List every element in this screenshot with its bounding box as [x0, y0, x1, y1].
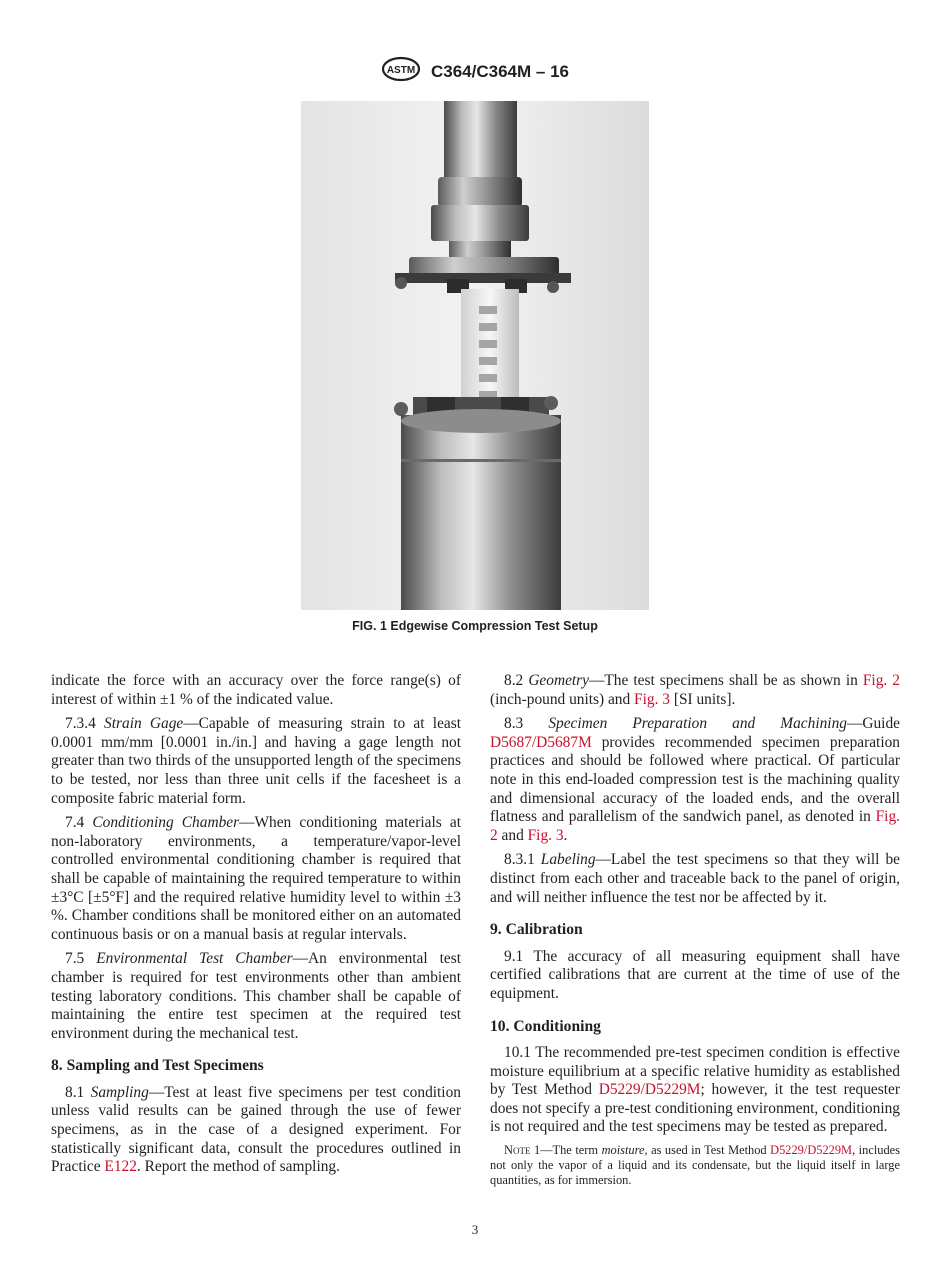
paragraph-7-3-4 — [51, 715, 461, 808]
heading-calibration: 9. Calibration — [490, 921, 583, 939]
astm-logo-icon — [381, 56, 421, 87]
paragraph-8-3 — [490, 715, 900, 845]
link-e122[interactable]: E122 — [104, 1158, 137, 1176]
section-number: 8.3 — [504, 715, 524, 733]
paragraph-8-3-1 — [490, 851, 900, 907]
section-text-tail: . Report the method of sampling. — [136, 1158, 340, 1176]
section-text: (inch-pound units) and — [490, 690, 635, 708]
section-text: —Test at least five specimens per test condition unless valid results can be gained through the use of fewer specimens, as in the case of a designed experiment. For statistically significant data, consult the procedures outlined in Practice — [51, 1083, 461, 1176]
upper-column — [444, 101, 517, 181]
section-text: —Guide — [846, 715, 900, 733]
section-title: Conditioning Chamber — [92, 814, 240, 832]
section-title: Environmental Test Chamber — [96, 950, 293, 968]
note-term: moisture — [601, 1143, 645, 1158]
section-text: —When conditioning materials at non-laboratory environments, a temperature/vapor-level controlled environmental conditioning chamber is required that shall be capable of maintaining the required temperature to within ±3°C [±5°F] and the required relative humidity level to within ±3 %. Chamber conditions shall be monitored either on an automated continuous basis or on a manual basis at regular intervals. — [51, 814, 462, 943]
section-title: Strain Gage — [104, 715, 184, 733]
left-column — [51, 672, 461, 1183]
link-d5229[interactable]: D5229/D5229M — [598, 1081, 701, 1099]
standard-designation: C364/C364M – 16 — [431, 61, 569, 81]
note-text: , includes not only the vapor of a liquid and its condensate, but the liquid itself in large quantities, as for immersion. — [490, 1143, 900, 1188]
logo-text: ASTM — [386, 65, 416, 76]
section-text: —Capable of measuring strain to at least 0.0001 mm/mm [0.0001 in./in.] and having a gage length not greater than two thirds of the unsupported length of the specimens to be tested, nor less than three unit cells if the facesheet is a composite fabric material form. — [51, 715, 461, 807]
paragraph-9-1: 9.1 The accuracy of all measuring equipment shall have certified calibrations that are current at the time of use of the equipment. — [490, 947, 900, 1002]
section-text: —Label the test specimens so that they will be distinct from each other and traceable back to the panel of origin, and will neither influence the test nor be affected by it. — [490, 851, 900, 906]
section-number: 8.1 — [65, 1083, 85, 1101]
section-title: Labeling — [540, 851, 596, 869]
note-text: —The term — [540, 1143, 602, 1158]
section-text: —An environmental test chamber is required for test environments other than ambient testing laboratory conditions. This chamber shall be capable of maintaining the entire test specimen at the required test environment during the mechanical test. — [51, 950, 461, 1042]
link-fig-3[interactable]: Fig. 3 — [527, 826, 564, 844]
link-fig-3[interactable]: Fig. 3 — [634, 690, 670, 708]
section-title: Specimen Preparation and Machining — [548, 715, 847, 733]
section-text: —The test specimens shall be as shown in — [589, 672, 863, 689]
link-fig-2[interactable]: Fig. 2 — [490, 808, 900, 844]
section-title: Geometry — [528, 672, 589, 689]
figure-caption: FIG. 1 Edgewise Compression Test Setup — [352, 619, 598, 633]
section-text: 10.1 The recommended pre-test specimen condition is effective moisture equilibrium at a specific relative humidity as established by Test Method — [490, 1044, 900, 1099]
paragraph-10-1 — [490, 1044, 900, 1137]
section-text: . — [563, 826, 568, 844]
section-number: 7.4 — [65, 814, 85, 832]
link-d5687[interactable]: D5687/D5687M — [490, 733, 592, 751]
paragraph-7-4 — [51, 814, 461, 944]
paragraph-8-1 — [51, 1084, 461, 1177]
section-number: 8.3.1 — [504, 851, 535, 869]
heading-sampling: 8. Sampling and Test Specimens — [51, 1057, 264, 1075]
section-number: 7.5 — [65, 950, 85, 968]
section-text: provides recommended specimen preparation practices and should be followed where practical. Of particular note in this end-loaded compression test is the machining quality and dimensional accuracy of the loaded ends, and the overall flatness and parallelism of the sandwich panel, as denoted in — [490, 733, 900, 826]
paragraph-8-2 — [490, 672, 900, 709]
right-column — [490, 672, 900, 1188]
note-1 — [490, 1143, 900, 1188]
page-number: 3 — [471, 1222, 479, 1237]
section-number: 8.2 — [504, 672, 524, 689]
paragraph-7-5 — [51, 950, 461, 1043]
heading-conditioning: 10. Conditioning — [490, 1017, 601, 1035]
section-title: Sampling — [90, 1083, 149, 1101]
section-text: ; however, it the test requester does not specify a pre-test conditioning environment, conditioning is not required and the test specimens may be tested as prepared. — [490, 1081, 900, 1136]
link-d5229-note[interactable]: D5229/D5229M — [770, 1143, 853, 1158]
lower-fixture-base — [401, 415, 561, 610]
link-fig-2[interactable]: Fig. 2 — [862, 672, 900, 689]
note-label: Note 1 — [504, 1143, 541, 1158]
figure-photo — [301, 101, 649, 610]
page-header — [0, 56, 950, 87]
paragraph-force-accuracy: indicate the force with an accuracy over the force range(s) of interest of within ±1 % of the indicated value. — [51, 672, 461, 708]
note-text: , as used in Test Method — [644, 1143, 771, 1158]
section-text: [SI units]. — [669, 690, 736, 708]
section-number: 7.3.4 — [65, 715, 96, 733]
section-text: and — [497, 826, 528, 844]
